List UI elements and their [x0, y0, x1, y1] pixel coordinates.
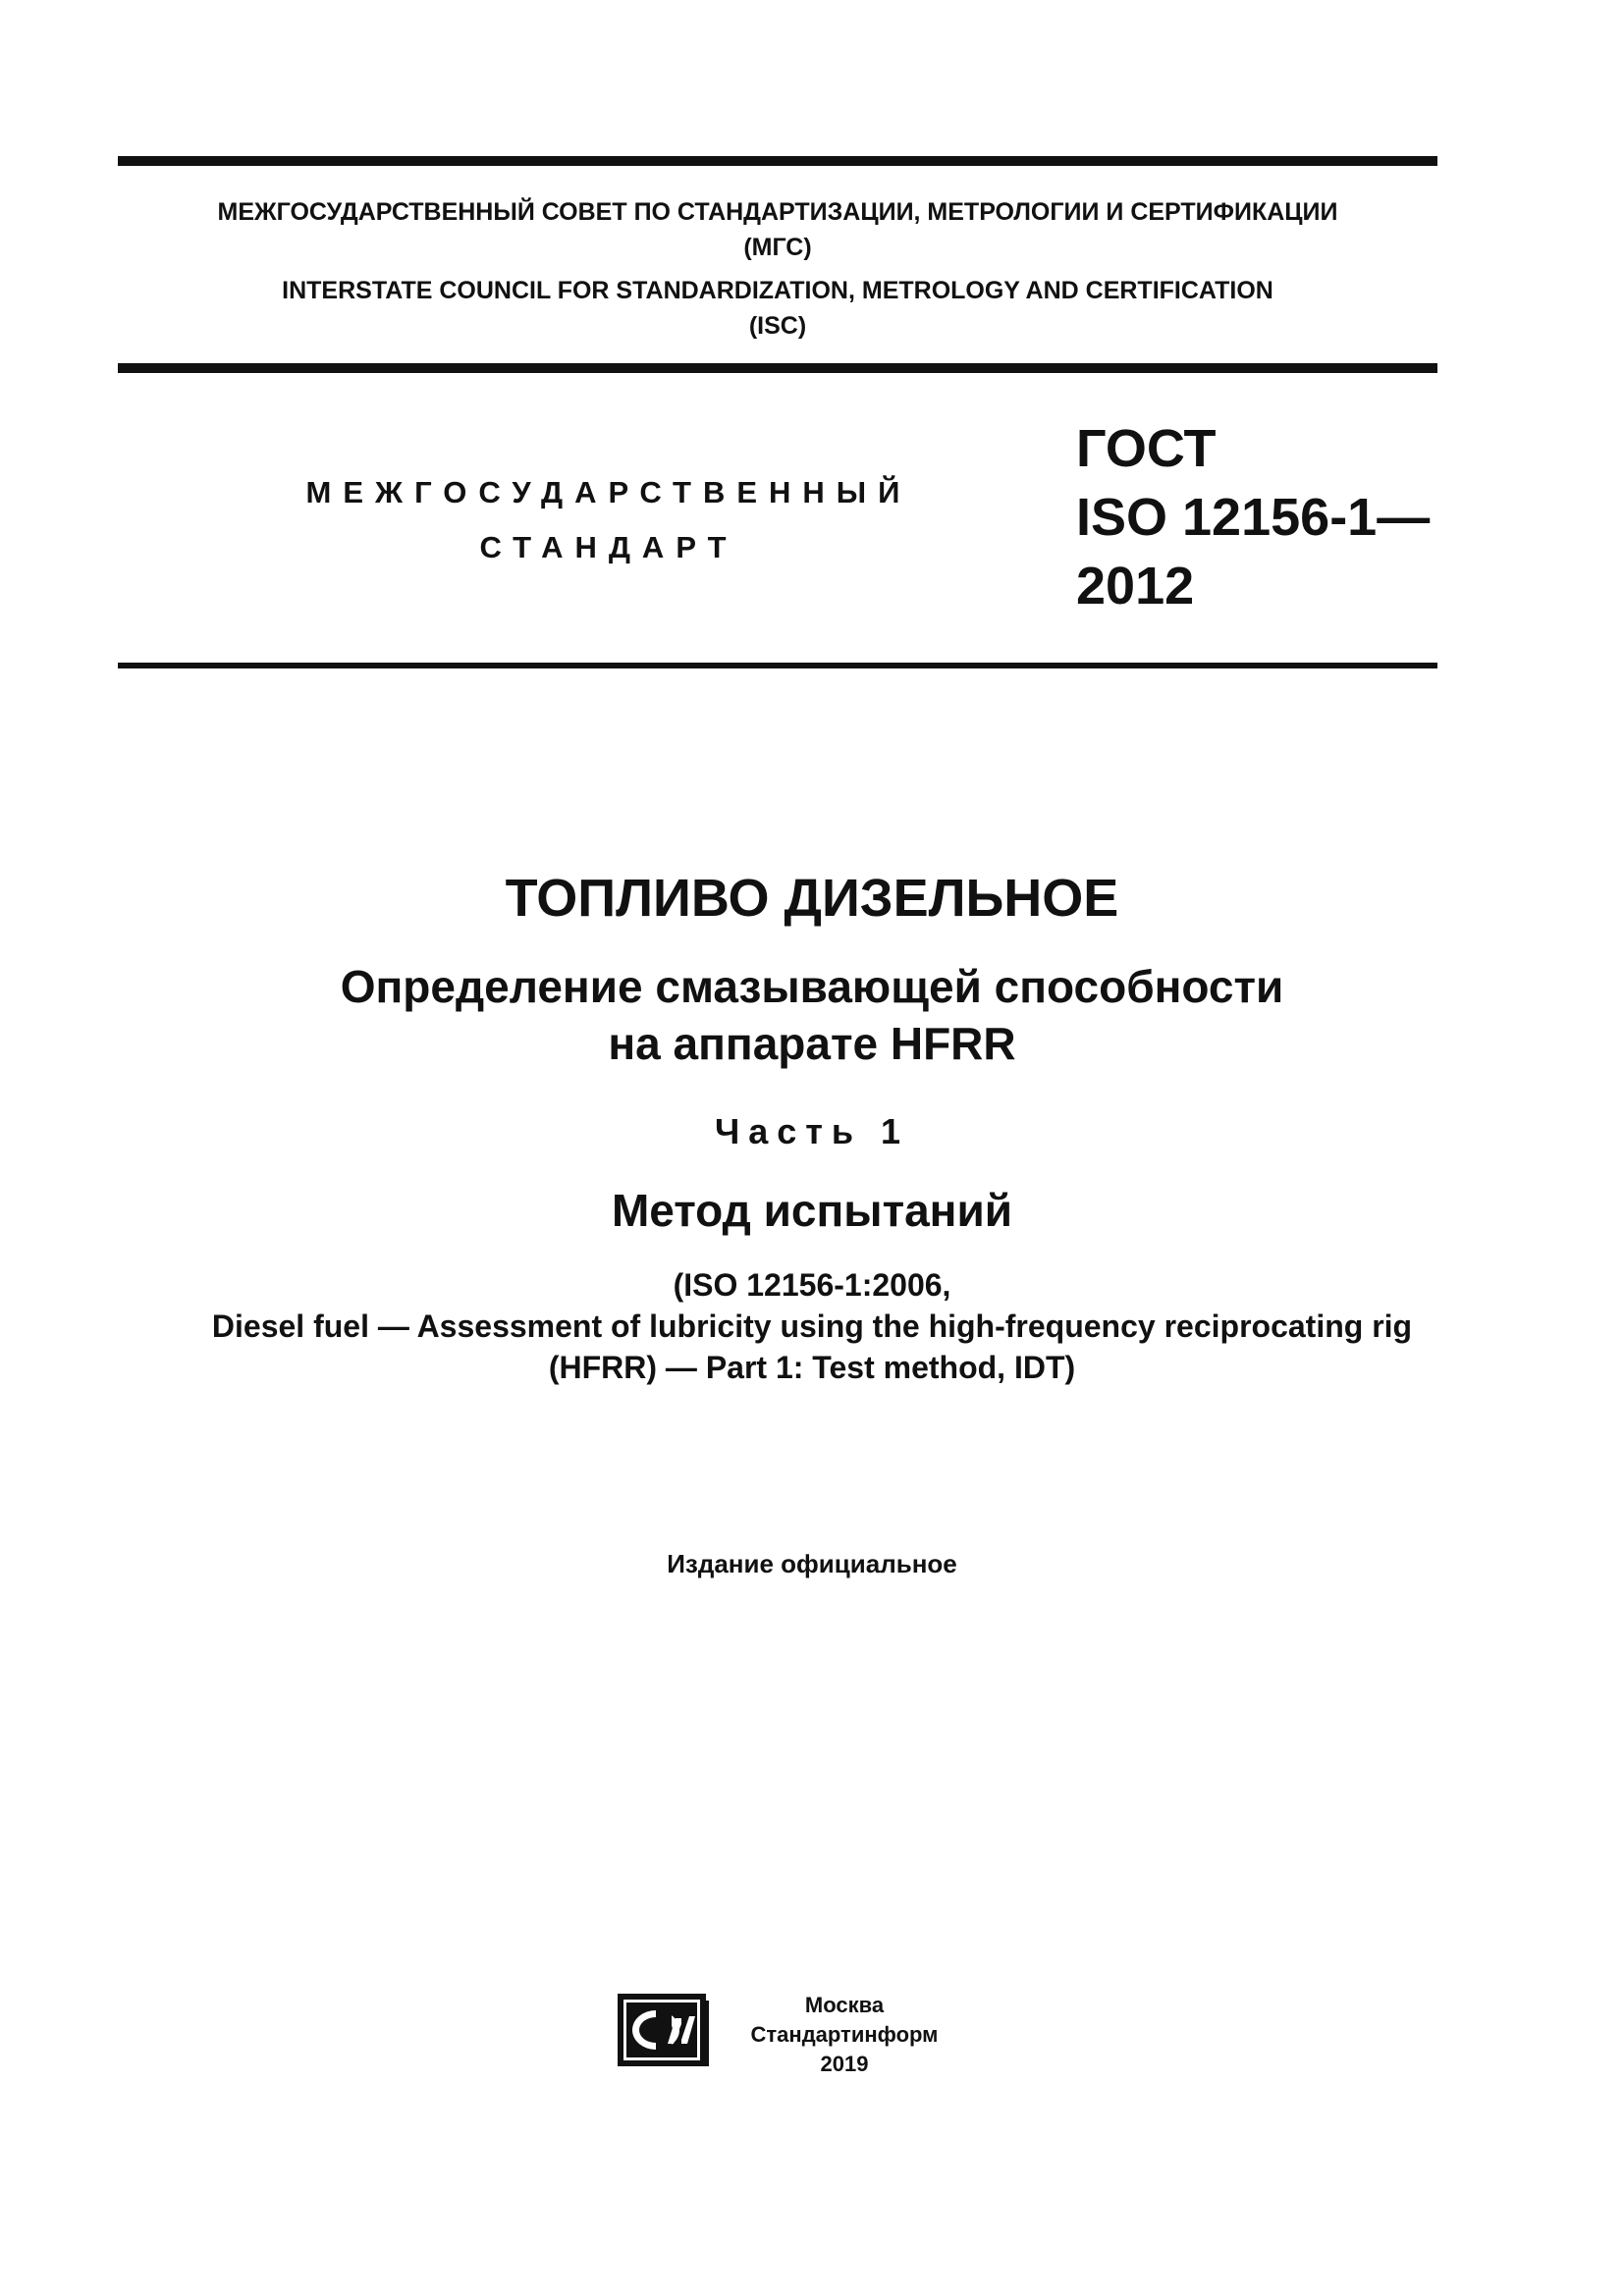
publisher-info — [727, 1991, 962, 2079]
standard-kind — [255, 465, 962, 575]
subtitle-line1: Определение смазывающей способности — [340, 961, 1284, 1012]
subtitle-line2: на аппарате HFRR — [608, 1018, 1016, 1069]
standard-kind-line2: СТАНДАРТ — [479, 530, 738, 564]
standard-code-line1: ГОСТ — [1076, 419, 1217, 478]
part-name: Метод испытаний — [611, 1185, 1013, 1236]
iso-reference-line1: (ISO 12156-1:2006, — [673, 1267, 951, 1303]
council-name-ru: МЕЖГОСУДАРСТВЕННЫЙ СОВЕТ ПО СТАНДАРТИЗАЦИИ, МЕТРОЛОГИИ И СЕРТИФИКАЦИИ — [217, 198, 1338, 226]
standard-kind-line1: МЕЖГОСУДАРСТВЕННЫЙ — [305, 475, 912, 509]
standard-code-line2: ISO 12156-1— — [1076, 488, 1431, 547]
council-abbr-en: (ISC) — [748, 312, 807, 340]
top-rule — [118, 156, 1437, 166]
standard-divider-rule — [118, 663, 1437, 668]
council-abbr-ru: (МГС) — [743, 234, 812, 261]
publisher-name: Стандартинформ — [750, 2022, 939, 2047]
edition-label: Издание официальное — [667, 1549, 957, 1578]
publisher-year: 2019 — [820, 2052, 869, 2076]
header-divider-rule — [118, 363, 1437, 373]
document-subtitle — [0, 958, 1624, 1072]
iso-reference — [0, 1264, 1624, 1388]
iso-reference-line2: Diesel fuel — Assessment of lubricity using the high-frequency reciprocating rig — [211, 1308, 1413, 1344]
council-header — [118, 194, 1437, 344]
council-name-en: INTERSTATE COUNCIL FOR STANDARDIZATION, METROLOGY AND CERTIFICATION — [282, 277, 1273, 304]
part-label: Часть 1 — [714, 1111, 910, 1151]
standartinform-logo-icon — [617, 1993, 711, 2067]
standard-code-line3: 2012 — [1076, 557, 1195, 615]
publisher-city: Москва — [804, 1993, 885, 2017]
iso-reference-line3: (HFRR) — Part 1: Test method, IDT) — [548, 1350, 1076, 1385]
document-title: ТОПЛИВО ДИЗЕЛЬНОЕ — [505, 869, 1119, 928]
standard-code — [1076, 414, 1449, 620]
